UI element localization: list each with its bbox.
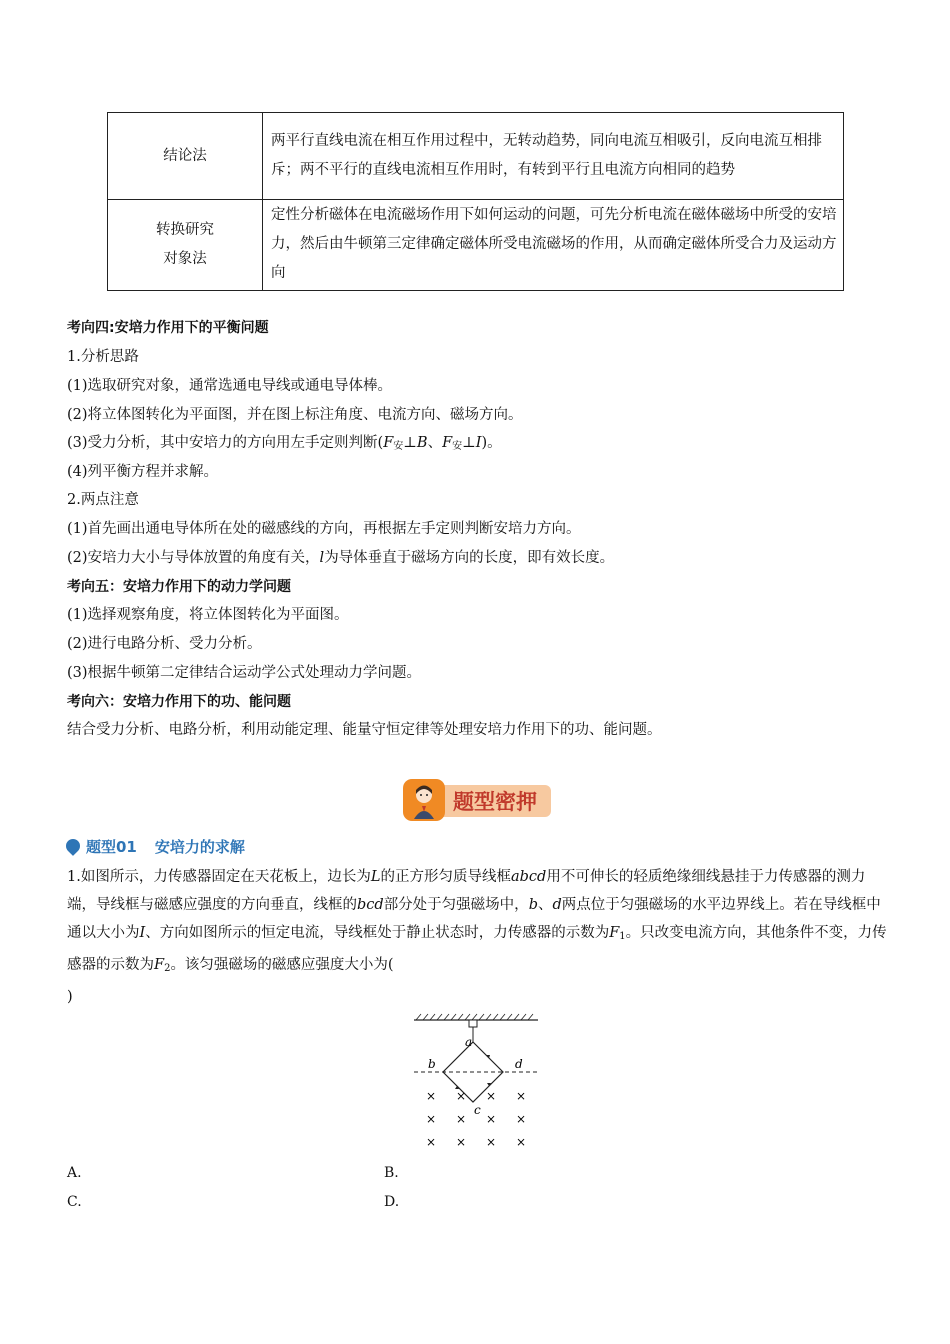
- method-description: 两平行直线电流在相互作用过程中，无转动趋势，同向电流互相吸引，反向电流互相排斥；两不平行的直线电流相互作用时，有转到平行且电流方向相同的趋势: [263, 113, 844, 200]
- paragraph-line: 2.两点注意: [67, 492, 139, 508]
- math-symbol: b: [528, 897, 538, 913]
- math-symbol: B: [416, 435, 428, 451]
- method-name-line: 对象法: [163, 251, 207, 267]
- section-heading: 考向五：安培力作用下的动力学问题: [67, 579, 291, 595]
- paragraph-line: (1)首先画出通电导体所在处的磁感线的方向，再根据左手定则判断安培力方向。: [67, 521, 581, 537]
- question-text: [67, 863, 887, 1011]
- cross-symbol: ×: [455, 1089, 467, 1103]
- label-c: c: [474, 1103, 481, 1117]
- text-span: 两点位于匀强磁场的水平边界线上。若在导线框中通以大小为: [67, 897, 881, 941]
- paragraph-line: [67, 548, 614, 568]
- cross-symbol: ×: [425, 1135, 437, 1149]
- section-heading: 考向六：安培力作用下的功、能问题: [67, 694, 291, 710]
- label-b: b: [428, 1057, 436, 1071]
- text-span: (3)受力分析，其中安培力的方向用左手定则判断(: [67, 435, 384, 451]
- option-d[interactable]: D.: [384, 1194, 400, 1210]
- table-row: [108, 113, 844, 200]
- cross-symbol: ×: [485, 1089, 497, 1103]
- cross-symbol: ×: [455, 1135, 467, 1149]
- paragraph-line: 1.分析思路: [67, 349, 139, 365]
- table-row: [108, 200, 844, 291]
- math-symbol: L: [370, 869, 381, 885]
- text-span: 1.如图所示，力传感器固定在天花板上，边长为: [67, 869, 371, 885]
- paragraph-line: (2)将立体图转化为平面图，并在图上标注角度、电流方向、磁场方向。: [67, 407, 523, 423]
- subscript: 2: [164, 963, 171, 974]
- paragraph-line: (1)选择观察角度，将立体图转化为平面图。: [67, 607, 349, 623]
- paragraph-line: (3)根据牛顿第二定律结合运动学公式处理动力学问题。: [67, 665, 422, 681]
- force-sensor: [469, 1020, 477, 1027]
- subscript: 1: [619, 931, 626, 942]
- math-symbol: l: [319, 550, 325, 566]
- method-name: [108, 200, 263, 291]
- text-span: 、: [537, 897, 553, 913]
- method-name-line: 转换研究: [156, 222, 214, 238]
- text-span: 。该匀强磁场的磁感应强度大小为(: [170, 957, 394, 973]
- text-span: 。只改变电流方向，其他条件不变，力传感器的示数为: [67, 925, 887, 973]
- text-span: 为导体垂直于磁场方向的长度，即有效长度。: [324, 550, 615, 566]
- wire-frame-figure: [412, 1010, 542, 1160]
- banner-text: 题型密押: [453, 790, 537, 814]
- text-span: ): [67, 989, 73, 1005]
- math-symbol: ⊥: [403, 435, 417, 451]
- cross-symbol: ×: [515, 1112, 527, 1126]
- math-symbol: I: [139, 925, 146, 941]
- math-symbol: bcd: [357, 897, 384, 913]
- label-a: a: [465, 1035, 473, 1049]
- subscript: 安: [452, 441, 463, 452]
- paragraph-line: (4)列平衡方程并求解。: [67, 464, 219, 480]
- location-pin-icon: [63, 836, 83, 856]
- paragraph-line: (2)进行电路分析、受力分析。: [67, 636, 262, 652]
- method-description: 定性分析磁体在电流磁场作用下如何运动的问题，可先分析电流在磁体磁场中所受的安培力，然后由牛顿第三定律确定磁体所受电流磁场的作用，从而确定磁体所受合力及运动方向: [263, 200, 844, 291]
- paragraph-line: [67, 433, 502, 457]
- cross-symbol: ×: [515, 1089, 527, 1103]
- question-type-title: 安培力的求解: [154, 837, 245, 856]
- cross-symbol: ×: [425, 1112, 437, 1126]
- math-symbol: ⊥: [462, 435, 476, 451]
- magnetic-field-crosses: [426, 1089, 526, 1149]
- cross-symbol: ×: [485, 1112, 497, 1126]
- math-symbol: I: [475, 435, 482, 451]
- cross-symbol: ×: [485, 1135, 497, 1149]
- math-symbol: F: [442, 435, 453, 451]
- math-symbol: abcd: [510, 869, 547, 885]
- paragraph-line: 结合受力分析、电路分析，利用动能定理、能量守恒定律等处理安培力作用下的功、能问题。: [67, 722, 662, 738]
- section-heading: 考向四:安培力作用下的平衡问题: [67, 320, 269, 336]
- cross-symbol: ×: [455, 1112, 467, 1126]
- option-c[interactable]: C.: [67, 1194, 82, 1210]
- option-b[interactable]: B.: [384, 1165, 399, 1181]
- text-span: 的正方形匀质导线框: [380, 869, 511, 885]
- text-span: 部分处于匀强磁场中，: [383, 897, 529, 913]
- math-symbol: d: [552, 897, 562, 913]
- text-span: )。: [481, 435, 502, 451]
- math-symbol: F: [609, 925, 620, 941]
- math-symbol: F: [154, 957, 165, 973]
- math-symbol: F: [383, 435, 394, 451]
- subscript: 安: [393, 441, 404, 452]
- ceiling-hatch: [416, 1014, 533, 1020]
- option-a[interactable]: A.: [67, 1165, 82, 1181]
- question-type-label: 题型01: [86, 837, 137, 856]
- section-banner: [403, 779, 551, 821]
- text-span: 、: [427, 435, 443, 451]
- text-span: 用不可伸长的轻质绝缘细线悬挂于力传感器的测力端，导线框与磁感应强度的方向垂直，线框的: [67, 869, 866, 913]
- cross-symbol: ×: [425, 1089, 437, 1103]
- paragraph-line: (1)选取研究对象，通常选通电导线或通电导体棒。: [67, 378, 393, 394]
- text-span: 、方向如图所示的恒定电流，导线框处于静止状态时，力传感器的示数为: [145, 925, 610, 941]
- label-d: d: [515, 1057, 523, 1071]
- cross-symbol: ×: [515, 1135, 527, 1149]
- methods-table: [107, 112, 844, 291]
- method-name: 结论法: [108, 113, 263, 200]
- question-type-heading: [66, 835, 245, 857]
- text-span: (2)安培力大小与导体放置的角度有关，: [67, 550, 320, 566]
